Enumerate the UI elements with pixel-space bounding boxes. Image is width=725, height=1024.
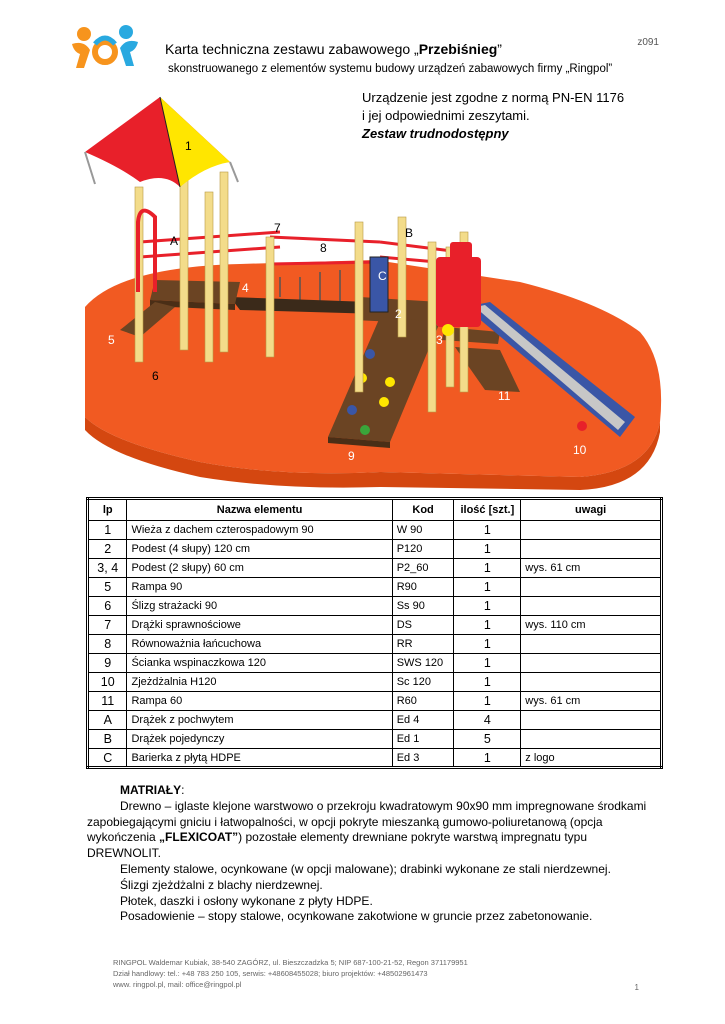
cell-qty: 1: [454, 578, 521, 597]
cell-lp: A: [88, 711, 127, 730]
footer-phones: Dział handlowy: tel.: +48 783 250 105, serwis: +48608455028; biuro projektów: +48502961473: [113, 969, 428, 978]
cell-uwagi: [521, 597, 662, 616]
label-c: C: [378, 269, 387, 283]
cell-uwagi: [521, 673, 662, 692]
col-lp: lp: [88, 499, 127, 521]
materials-wood: Drewno – iglaste klejone warstwowo o przekroju kwadratowym 90x90 mm impregnowane środkami zapobiegającymi gniciu i łatwopalności, w opcji pokryte mieszanką gumowo-poliuretanową (opcja wykończenia „FLEXICOAT”) pozostałe elementy drewniane pokryte warstwą impregnatu typu DREWNOLIT.: [87, 798, 647, 861]
label-a: A: [170, 234, 179, 248]
cell-uwagi: [521, 711, 662, 730]
cell-qty: 1: [454, 521, 521, 540]
label-10: 10: [573, 443, 587, 457]
cell-name: Równoważnia łańcuchowa: [127, 635, 392, 654]
cell-name: Drążki sprawnościowe: [127, 616, 392, 635]
cell-uwagi: [521, 578, 662, 597]
label-3: 3: [436, 333, 443, 347]
cell-uwagi: z logo: [521, 749, 662, 768]
footer-contact: www. ringpol.pl, mail: office@ringpol.pl: [113, 980, 242, 989]
cell-lp: 5: [88, 578, 127, 597]
cell-lp: 2: [88, 540, 127, 559]
cell-qty: 5: [454, 730, 521, 749]
norm-line-2: i jej odpowiednimi zeszytami.: [362, 108, 530, 123]
cell-name: Drążek z pochwytem: [127, 711, 392, 730]
cell-kod: R90: [392, 578, 454, 597]
label-9: 9: [348, 449, 355, 463]
cell-lp: 9: [88, 654, 127, 673]
table-row: [88, 540, 662, 559]
cell-lp: 7: [88, 616, 127, 635]
cell-kod: Sc 120: [392, 673, 454, 692]
cell-uwagi: wys. 61 cm: [521, 692, 662, 711]
parts-table-body: [88, 521, 662, 768]
label-7: 7: [274, 221, 281, 235]
cell-lp: 8: [88, 635, 127, 654]
cell-kod: P2_60: [392, 559, 454, 578]
table-row: [88, 597, 662, 616]
cell-uwagi: wys. 61 cm: [521, 559, 662, 578]
cell-lp: 3, 4: [88, 559, 127, 578]
cell-name: Wieża z dachem czterospadowym 90: [127, 521, 392, 540]
cell-qty: 1: [454, 635, 521, 654]
cell-qty: 1: [454, 673, 521, 692]
cell-name: Zjeżdżalnia H120: [127, 673, 392, 692]
materials-heading: MATRIAŁY:: [120, 783, 185, 797]
playground-illustration: [80, 92, 666, 492]
materials-steel: Elementy stalowe, ocynkowane (w opcji malowane); drabinki wykonane ze stali nierdzewnej.: [120, 861, 611, 876]
cell-lp: 10: [88, 673, 127, 692]
col-qty: ilość [szt.]: [454, 499, 521, 521]
table-row: [88, 521, 662, 540]
product-name: Przebiśnieg: [418, 41, 498, 57]
cell-lp: 11: [88, 692, 127, 711]
col-kod: Kod: [392, 499, 454, 521]
cell-name: Ścianka wspinaczkowa 120: [127, 654, 392, 673]
cell-qty: 1: [454, 597, 521, 616]
cell-kod: Ss 90: [392, 597, 454, 616]
page-number: 1: [634, 983, 639, 992]
table-row: [88, 730, 662, 749]
norm-line-1: Urządzenie jest zgodne z normą PN-EN 1176: [362, 90, 625, 105]
table-row: [88, 635, 662, 654]
parts-table: [86, 497, 663, 769]
table-row: [88, 616, 662, 635]
label-5: 5: [108, 333, 115, 347]
cell-kod: RR: [392, 635, 454, 654]
materials-fence: Płotek, daszki i osłony wykonane z płyty HDPE.: [120, 893, 373, 908]
cell-name: Ślizg strażacki 90: [127, 597, 392, 616]
document-title: Karta techniczna zestawu zabawowego „Przebiśnieg”: [165, 41, 502, 57]
cell-lp: 1: [88, 521, 127, 540]
cell-kod: DS: [392, 616, 454, 635]
cell-uwagi: wys. 110 cm: [521, 616, 662, 635]
cell-kod: P120: [392, 540, 454, 559]
table-row: [88, 673, 662, 692]
barrier-c: [370, 257, 388, 312]
label-11: 11: [498, 389, 511, 403]
cell-kod: SWS 120: [392, 654, 454, 673]
table-row: [88, 578, 662, 597]
cell-lp: C: [88, 749, 127, 768]
cell-uwagi: [521, 654, 662, 673]
cell-qty: 1: [454, 692, 521, 711]
cell-name: Rampa 60: [127, 692, 392, 711]
cell-kod: Ed 3: [392, 749, 454, 768]
cell-qty: 1: [454, 749, 521, 768]
label-2: 2: [395, 307, 402, 321]
label-4: 4: [242, 281, 249, 295]
cell-name: Rampa 90: [127, 578, 392, 597]
table-row: [88, 749, 662, 768]
table-header-row: [88, 499, 662, 521]
cell-name: Drążek pojedynczy: [127, 730, 392, 749]
cell-qty: 1: [454, 540, 521, 559]
cell-uwagi: [521, 635, 662, 654]
cell-name: Podest (4 słupy) 120 cm: [127, 540, 392, 559]
cell-qty: 4: [454, 711, 521, 730]
cell-qty: 1: [454, 559, 521, 578]
table-row: [88, 559, 662, 578]
materials-section: [87, 783, 647, 925]
label-6: 6: [152, 369, 159, 383]
label-1: 1: [185, 139, 192, 153]
col-uwagi: uwagi: [521, 499, 662, 521]
cell-kod: Ed 4: [392, 711, 454, 730]
access-note: Zestaw trudnodostępny: [362, 126, 509, 141]
cell-kod: R60: [392, 692, 454, 711]
label-b: B: [405, 226, 414, 240]
cell-kod: W 90: [392, 521, 454, 540]
footer-address: RINGPOL Waldemar Kubiak, 38-540 ZAGÓRZ, ul. Bieszczadzka 5; NIP 687-100-21-52, Regon 371179951: [113, 958, 468, 967]
col-name: Nazwa elementu: [127, 499, 392, 521]
footer: [113, 957, 643, 990]
table-row: [88, 711, 662, 730]
cell-qty: 1: [454, 616, 521, 635]
table-row: [88, 692, 662, 711]
cell-qty: 1: [454, 654, 521, 673]
cell-uwagi: [521, 540, 662, 559]
product-code: z091: [637, 37, 659, 48]
ringpol-logo: [70, 22, 140, 72]
cell-uwagi: [521, 521, 662, 540]
materials-slide: Ślizgi zjeżdżalni z blachy nierdzewnej.: [120, 877, 323, 892]
materials-foundation: Posadowienie – stopy stalowe, ocynkowane zakotwione w gruncie przez zabetonowanie.: [120, 909, 593, 924]
label-8: 8: [320, 241, 327, 255]
cell-lp: B: [88, 730, 127, 749]
cell-name: Podest (2 słupy) 60 cm: [127, 559, 392, 578]
cell-uwagi: [521, 730, 662, 749]
cell-name: Barierka z płytą HDPE: [127, 749, 392, 768]
table-row: [88, 654, 662, 673]
document-subtitle: skonstruowanego z elementów systemu budowy urządzeń zabawowych firmy „Ringpol”: [168, 63, 613, 75]
cell-kod: Ed 1: [392, 730, 454, 749]
cell-lp: 6: [88, 597, 127, 616]
